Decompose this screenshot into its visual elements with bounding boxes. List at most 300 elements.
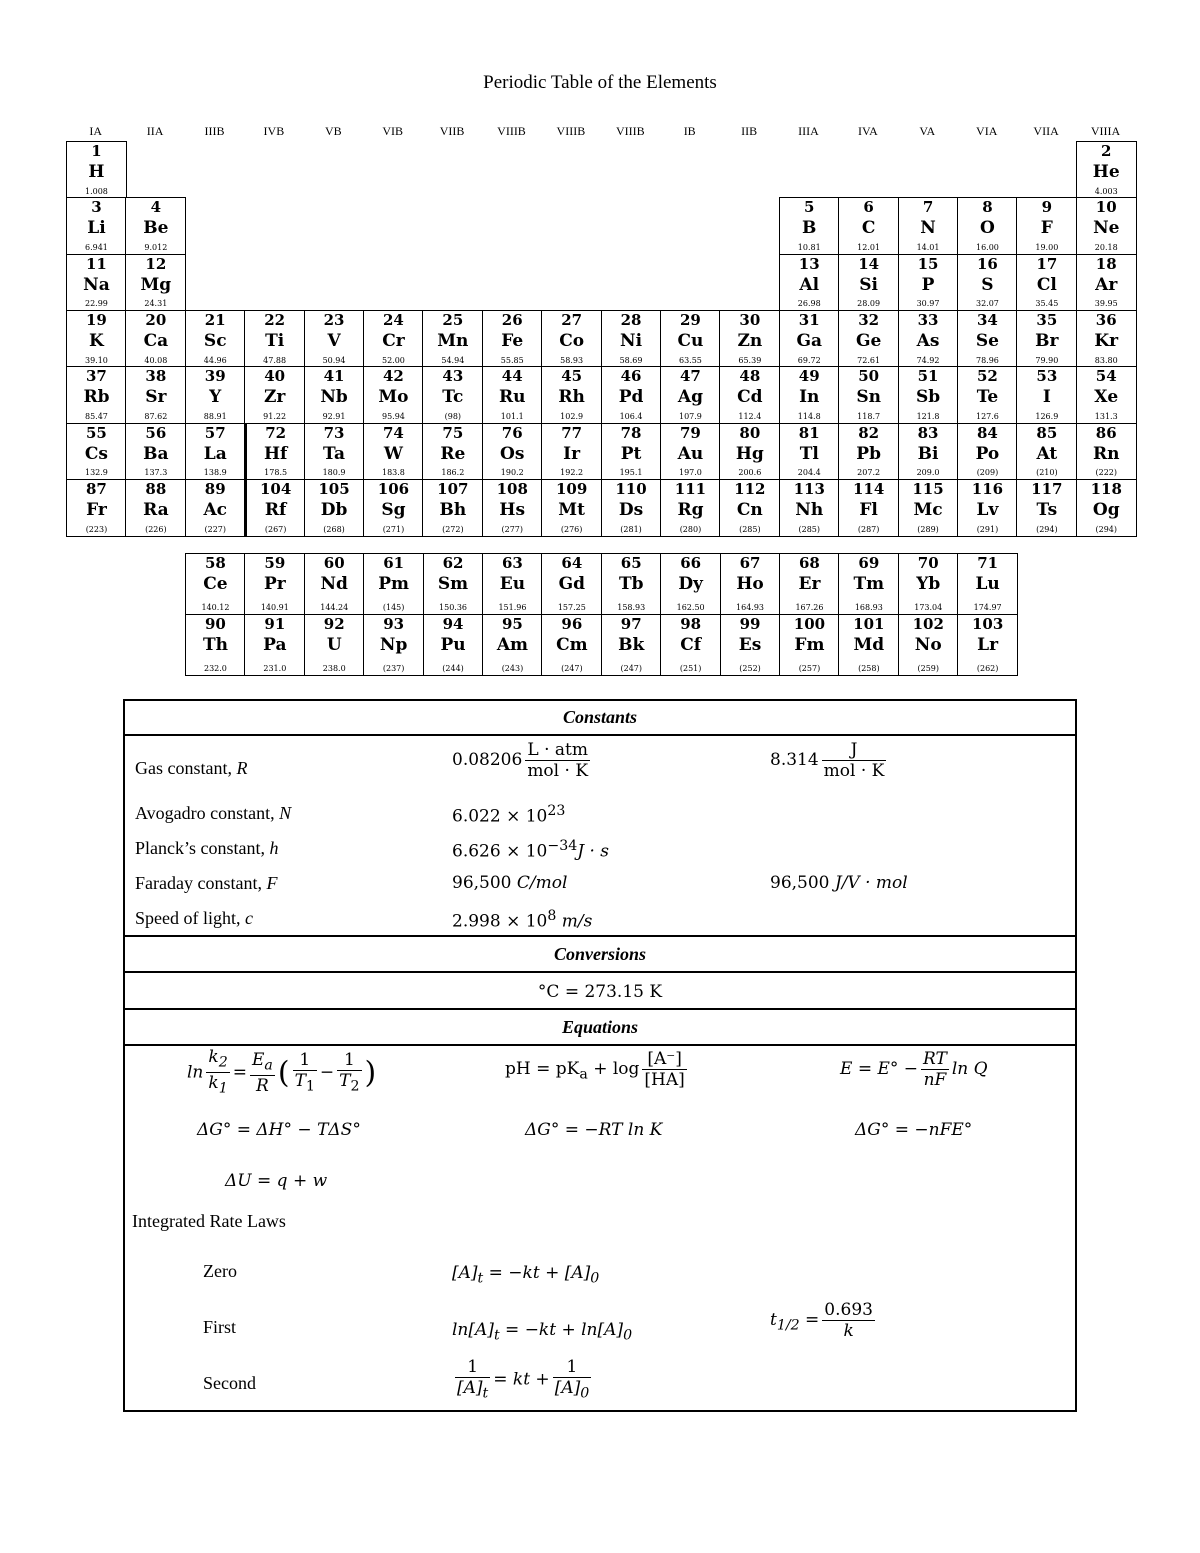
atomic-number: 73 [323, 423, 345, 442]
atomic-number: 11 [86, 254, 107, 273]
element-symbol: Zn [737, 330, 763, 351]
element-symbol: V [327, 330, 341, 351]
element-ce [185, 553, 246, 615]
atomic-number: 14 [858, 254, 880, 273]
atomic-mass: 65.39 [738, 355, 762, 365]
atomic-number: 105 [318, 479, 350, 498]
element-symbol: Nb [320, 387, 348, 408]
element-symbol: Nd [320, 574, 348, 594]
atomic-number: 113 [793, 479, 825, 498]
atomic-mass: 88.91 [203, 411, 227, 421]
element-nb [304, 366, 365, 424]
atomic-number: 93 [383, 614, 405, 633]
element-ca [125, 310, 186, 368]
atomic-mass: (258) [858, 663, 880, 673]
atomic-mass: (262) [976, 663, 999, 673]
atomic-number: 32 [858, 310, 880, 329]
element-symbol: Ti [265, 330, 285, 351]
element-fl [838, 479, 899, 537]
atomic-number: 52 [977, 367, 998, 386]
atomic-mass: (98) [444, 411, 462, 421]
element-ti [244, 310, 305, 368]
faraday-label: Faraday constant, F [135, 873, 278, 893]
element-symbol: Cr [382, 330, 405, 351]
element-te [957, 366, 1018, 424]
element-ru [482, 366, 543, 424]
page-title: Periodic Table of the Elements [483, 72, 717, 93]
element-br [1016, 310, 1077, 368]
element-sr [125, 366, 186, 424]
atomic-mass: (237) [382, 663, 405, 673]
atomic-mass: (210) [1036, 468, 1058, 478]
element-symbol: Y [209, 387, 222, 408]
element-symbol: Cd [737, 387, 763, 408]
atomic-mass: (289) [917, 524, 939, 534]
atomic-number: 24 [383, 310, 404, 329]
atomic-mass: 131.3 [1094, 411, 1118, 421]
element-mt [541, 479, 602, 537]
element-symbol: Pm [378, 574, 410, 594]
atomic-mass: 50.94 [322, 355, 346, 365]
atomic-number: 71 [977, 554, 999, 572]
element-es [720, 614, 781, 676]
atomic-number: 51 [917, 367, 939, 386]
atomic-mass: 52.00 [381, 355, 405, 365]
atomic-number: 92 [323, 614, 345, 633]
element-zr [244, 366, 305, 424]
atomic-number: 2 [1101, 142, 1112, 160]
element-symbol: Po [975, 443, 1000, 464]
element-symbol: Kr [1094, 330, 1119, 351]
element-symbol: Rh [558, 387, 585, 408]
element-ag [660, 366, 721, 424]
element-symbol: Ra [143, 499, 169, 520]
atomic-number: 12 [145, 254, 167, 273]
element-symbol: Bh [439, 499, 467, 520]
group-label: IA [89, 124, 103, 138]
element-v [304, 310, 365, 368]
element-s [957, 254, 1018, 312]
atomic-number: 85 [1036, 423, 1058, 442]
atomic-number: 69 [858, 554, 880, 572]
element-sn [838, 366, 899, 424]
half-life-equation: $t_{1/2}$ = $\frac{0.693}{k}$ [770, 1300, 873, 1341]
atomic-number: 118 [1090, 479, 1122, 498]
atomic-number: 102 [912, 614, 944, 633]
element-symbol: W [383, 443, 403, 464]
element-symbol: Dy [678, 574, 703, 594]
group-label: VIA [976, 124, 998, 138]
gas-constant-value-1: 0.08206 $\frac{\text{L · atm}}{\text{mol · K}}$ [452, 740, 589, 781]
element-symbol: Sg [381, 499, 406, 520]
element-xe [1076, 366, 1137, 424]
element-symbol: S [981, 274, 994, 295]
atomic-number: 104 [259, 479, 292, 498]
atomic-number: 34 [977, 310, 998, 329]
atomic-mass: 200.6 [738, 468, 762, 478]
element-symbol: Mn [437, 330, 469, 351]
atomic-number: 114 [852, 479, 885, 498]
element-symbol: Ga [796, 330, 823, 351]
atomic-mass: 158.93 [617, 603, 646, 612]
gibbs-enthalpy-equation: ΔG° = ΔH° − TΔS° [197, 1120, 361, 1140]
atomic-number: 41 [323, 367, 345, 386]
element-symbol: K [89, 330, 104, 351]
gibbs-equilibrium-equation: ΔG° = −RT ln K [525, 1120, 663, 1140]
atomic-mass: 132.9 [84, 468, 108, 478]
atomic-number: 49 [798, 367, 820, 386]
atomic-number: 21 [204, 310, 226, 329]
element-mg [125, 254, 186, 312]
element-pa [244, 614, 305, 676]
element-sc [185, 310, 246, 368]
element-u [304, 614, 365, 676]
element-se [957, 310, 1018, 368]
element-symbol: C [861, 218, 876, 239]
element-in [779, 366, 840, 424]
group-label: IIB [741, 124, 758, 138]
element-hs [482, 479, 543, 537]
element-pu [423, 614, 484, 676]
atomic-number: 16 [977, 254, 998, 273]
atomic-number: 96 [561, 614, 583, 633]
conversions-title: Conversions [553, 944, 647, 964]
group-label: IIIA [798, 124, 819, 138]
element-symbol: O [980, 218, 995, 239]
element-cm [541, 614, 602, 676]
element-symbol: Ta [323, 443, 346, 464]
atomic-number: 45 [561, 367, 583, 386]
atomic-mass: (285) [798, 524, 820, 534]
atomic-number: 39 [204, 367, 226, 386]
atomic-number: 81 [798, 423, 820, 442]
atomic-mass: (257) [798, 663, 821, 673]
atomic-mass: 167.26 [795, 603, 824, 612]
element-kr [1076, 310, 1137, 368]
atomic-mass: 164.93 [736, 603, 765, 612]
element-re [422, 423, 483, 481]
element-symbol: Ds [618, 499, 644, 520]
element-symbol: Sn [856, 387, 881, 408]
element-symbol: Br [1035, 330, 1059, 351]
atomic-mass: 238.0 [322, 663, 346, 673]
element-symbol: Ir [563, 443, 581, 464]
atomic-number: 54 [1095, 367, 1117, 386]
atomic-mass: 19.00 [1035, 243, 1059, 253]
atomic-number: 38 [145, 367, 167, 386]
element-symbol: Tc [442, 387, 464, 408]
element-cu [660, 310, 721, 368]
element-symbol: Be [143, 218, 169, 239]
element-lr [957, 614, 1018, 676]
atomic-mass: 101.1 [500, 411, 524, 421]
group-label: IVA [857, 124, 878, 138]
atomic-mass: (223) [85, 524, 108, 534]
gas-constant-label: Gas constant, R [135, 758, 248, 778]
element-symbol: I [1042, 387, 1051, 408]
atomic-number: 1 [91, 142, 102, 160]
atomic-number: 67 [739, 554, 761, 572]
atomic-number: 58 [205, 554, 226, 572]
speed-of-light-label: Speed of light, c [135, 908, 253, 928]
atomic-mass: (291) [976, 524, 999, 534]
atomic-number: 115 [912, 479, 944, 498]
atomic-number: 64 [561, 554, 583, 572]
atomic-mass: (294) [1095, 524, 1117, 534]
atomic-number: 29 [680, 310, 701, 329]
element-symbol: Np [379, 634, 408, 655]
atomic-number: 65 [620, 554, 642, 572]
element-symbol: Cm [556, 634, 588, 655]
group-label: IIIB [204, 124, 225, 138]
group-label: VA [919, 124, 936, 138]
atomic-mass: (222) [1095, 468, 1117, 478]
conversion-value: °C = 273.15 K [537, 982, 663, 1002]
atomic-mass: 87.62 [144, 411, 168, 421]
element-symbol: Ar [1095, 274, 1118, 295]
element-np [363, 614, 424, 676]
group-label: VIIIB [497, 124, 526, 138]
element-na [66, 254, 127, 312]
element-bk [601, 614, 662, 676]
atomic-mass: (226) [145, 524, 167, 534]
group-label: IVB [263, 124, 285, 138]
element-k [66, 310, 127, 368]
atomic-mass: 6.941 [84, 243, 108, 253]
atomic-number: 27 [561, 310, 583, 329]
element-la [185, 423, 246, 481]
atomic-mass: 20.18 [1094, 243, 1118, 253]
group-label: VIIIB [615, 124, 645, 138]
atomic-mass: 150.36 [439, 603, 468, 612]
element-bh [422, 479, 483, 537]
atomic-mass: 58.93 [560, 355, 584, 365]
atomic-mass: 168.93 [854, 603, 883, 612]
atomic-mass: 231.0 [263, 663, 287, 673]
atomic-number: 98 [680, 614, 702, 633]
element-cd [719, 366, 780, 424]
avogadro-value: $6.022 \times 10^{23}$ [452, 803, 566, 827]
atomic-number: 82 [858, 423, 880, 442]
element-symbol: Mt [558, 499, 585, 520]
atomic-mass: 195.1 [619, 468, 643, 478]
element-tc [422, 366, 483, 424]
element-symbol: Fm [794, 634, 825, 655]
element-symbol: Bi [917, 443, 939, 464]
atomic-number: 107 [437, 479, 469, 498]
element-sb [898, 366, 959, 424]
element-n [898, 197, 959, 255]
atomic-number: 57 [204, 423, 226, 442]
atomic-number: 4 [150, 198, 162, 217]
atomic-number: 77 [561, 423, 583, 442]
atomic-number: 30 [739, 310, 761, 329]
atomic-number: 28 [620, 310, 642, 329]
element-ts [1016, 479, 1077, 537]
element-tb [601, 553, 662, 615]
element-symbol: Pt [620, 443, 642, 464]
element-yb [898, 553, 959, 615]
planck-label: Planck’s constant, h [135, 838, 279, 858]
atomic-number: 9 [1041, 198, 1053, 217]
element-symbol: Ge [855, 330, 882, 351]
element-sm [423, 553, 484, 615]
atomic-number: 68 [799, 554, 820, 572]
atomic-mass: (252) [739, 663, 761, 673]
atomic-mass: (145) [382, 603, 405, 612]
atomic-mass: 44.96 [203, 355, 227, 365]
element-symbol: Pd [618, 387, 644, 408]
element-ge [838, 310, 899, 368]
element-symbol: B [802, 218, 817, 239]
atomic-number: 59 [264, 554, 286, 572]
atomic-mass: 106.4 [619, 411, 643, 421]
atomic-mass: 127.6 [975, 411, 999, 421]
atomic-mass: 1.008 [84, 186, 108, 196]
element-mc [898, 479, 959, 537]
atomic-mass: 12.01 [857, 243, 881, 253]
element-at [1016, 423, 1077, 481]
element-symbol: Si [859, 274, 878, 295]
atomic-mass: 162.50 [676, 603, 705, 612]
element-zn [719, 310, 780, 368]
first-order-equation: $\ln[A]_t = -kt + \ln[A]_0$ [452, 1320, 633, 1344]
element-pb [838, 423, 899, 481]
atomic-number: 37 [86, 367, 107, 386]
element-mo [363, 366, 424, 424]
second-order-equation: $\frac{1}{[A]_t}$ = kt + $\frac{1}{[A]_0}$ [457, 1357, 590, 1402]
atomic-number: 50 [858, 367, 880, 386]
element-hg [719, 423, 780, 481]
element-symbol: Rn [1092, 443, 1120, 464]
atomic-mass: 173.04 [914, 603, 943, 612]
element-symbol: Ce [203, 574, 228, 594]
element-fr [66, 479, 127, 537]
element-hf [244, 423, 305, 481]
element-as [898, 310, 959, 368]
group-label: VIIIB [556, 124, 586, 138]
atomic-mass: 140.91 [260, 603, 289, 612]
element-y [185, 366, 246, 424]
atomic-mass: 54.94 [441, 355, 465, 365]
element-symbol: Zr [263, 387, 286, 408]
element-symbol: Sm [437, 574, 469, 594]
arrhenius-equation: ln $\frac{k_2}{k_1}$ = $\frac{E_a}{R}$ ( $\frac{1}{T_1}$ − $\frac{1}{T_2}$ ) [187, 1047, 377, 1097]
element-symbol: As [916, 330, 940, 351]
element-symbol: F [1040, 218, 1053, 239]
atomic-number: 15 [917, 254, 939, 273]
element-h [66, 141, 127, 199]
element-symbol: Lr [977, 634, 999, 655]
element-symbol: Lu [975, 574, 1000, 594]
atomic-number: 46 [620, 367, 642, 386]
atomic-mass: 24.31 [144, 299, 168, 309]
element-w [363, 423, 424, 481]
atomic-number: 20 [145, 310, 167, 329]
atomic-mass: 47.88 [263, 355, 287, 365]
element-symbol: Tm [853, 574, 885, 594]
element-pd [601, 366, 662, 424]
element-pt [601, 423, 662, 481]
element-sg [363, 479, 424, 537]
element-bi [898, 423, 959, 481]
element-cl [1016, 254, 1077, 312]
zero-order-equation: $[A]_t = -kt + [A]_0$ [452, 1263, 600, 1287]
element-i [1016, 366, 1077, 424]
gibbs-cell-potential-equation: ΔG° = −nFE° [855, 1120, 973, 1140]
atomic-number: 44 [501, 367, 523, 386]
element-symbol: Cf [680, 634, 702, 655]
element-al [779, 254, 840, 312]
element-ne [1076, 197, 1137, 255]
atomic-mass: (281) [620, 524, 642, 534]
group-label: VB [324, 124, 342, 138]
atomic-mass: 28.09 [857, 299, 881, 309]
atomic-mass: 74.92 [916, 355, 940, 365]
avogadro-label: Avogadro constant, N [135, 803, 292, 823]
atomic-number: 91 [264, 614, 286, 633]
atomic-mass: (243) [501, 663, 524, 673]
element-ra [125, 479, 186, 537]
element-og [1076, 479, 1137, 537]
divider [125, 935, 1075, 937]
atomic-mass: 107.9 [678, 411, 702, 421]
atomic-mass: 183.8 [381, 468, 405, 478]
atomic-mass: 40.08 [144, 355, 168, 365]
atomic-number: 70 [917, 554, 939, 572]
atomic-mass: 63.55 [678, 355, 702, 365]
atomic-number: 88 [145, 479, 167, 498]
atomic-mass: (285) [739, 524, 761, 534]
element-cs [66, 423, 127, 481]
element-symbol: Ho [736, 574, 764, 594]
atomic-number: 63 [502, 554, 523, 572]
element-symbol: Er [798, 574, 821, 594]
atomic-mass: (247) [561, 663, 583, 673]
element-rh [541, 366, 602, 424]
element-symbol: Mg [140, 274, 172, 295]
atomic-mass: 26.98 [797, 299, 821, 309]
atomic-mass: 121.8 [916, 411, 940, 421]
atomic-number: 56 [145, 423, 167, 442]
element-nd [304, 553, 365, 615]
divider [125, 971, 1075, 973]
atomic-mass: 157.25 [557, 603, 586, 612]
atomic-mass: 192.2 [560, 468, 584, 478]
atomic-mass: 138.9 [203, 468, 227, 478]
zero-order-label: Zero [203, 1261, 237, 1281]
element-rf [244, 479, 305, 537]
atomic-mass: (259) [917, 663, 939, 673]
atomic-number: 7 [922, 198, 934, 217]
reference-box [123, 699, 1077, 1412]
atomic-number: 60 [323, 554, 345, 572]
atomic-number: 99 [739, 614, 761, 633]
element-symbol: Rg [677, 499, 704, 520]
element-rb [66, 366, 127, 424]
atomic-mass: 32.07 [975, 299, 999, 309]
element-symbol: Sc [203, 330, 227, 351]
atomic-mass: 79.90 [1035, 355, 1059, 365]
atomic-mass: (276) [560, 524, 583, 534]
atomic-number: 74 [383, 423, 404, 442]
atomic-number: 13 [798, 254, 820, 273]
atomic-number: 43 [442, 367, 464, 386]
element-symbol: Re [440, 443, 466, 464]
element-db [304, 479, 365, 537]
atomic-mass: 102.9 [560, 411, 584, 421]
element-symbol: Yb [916, 574, 941, 594]
